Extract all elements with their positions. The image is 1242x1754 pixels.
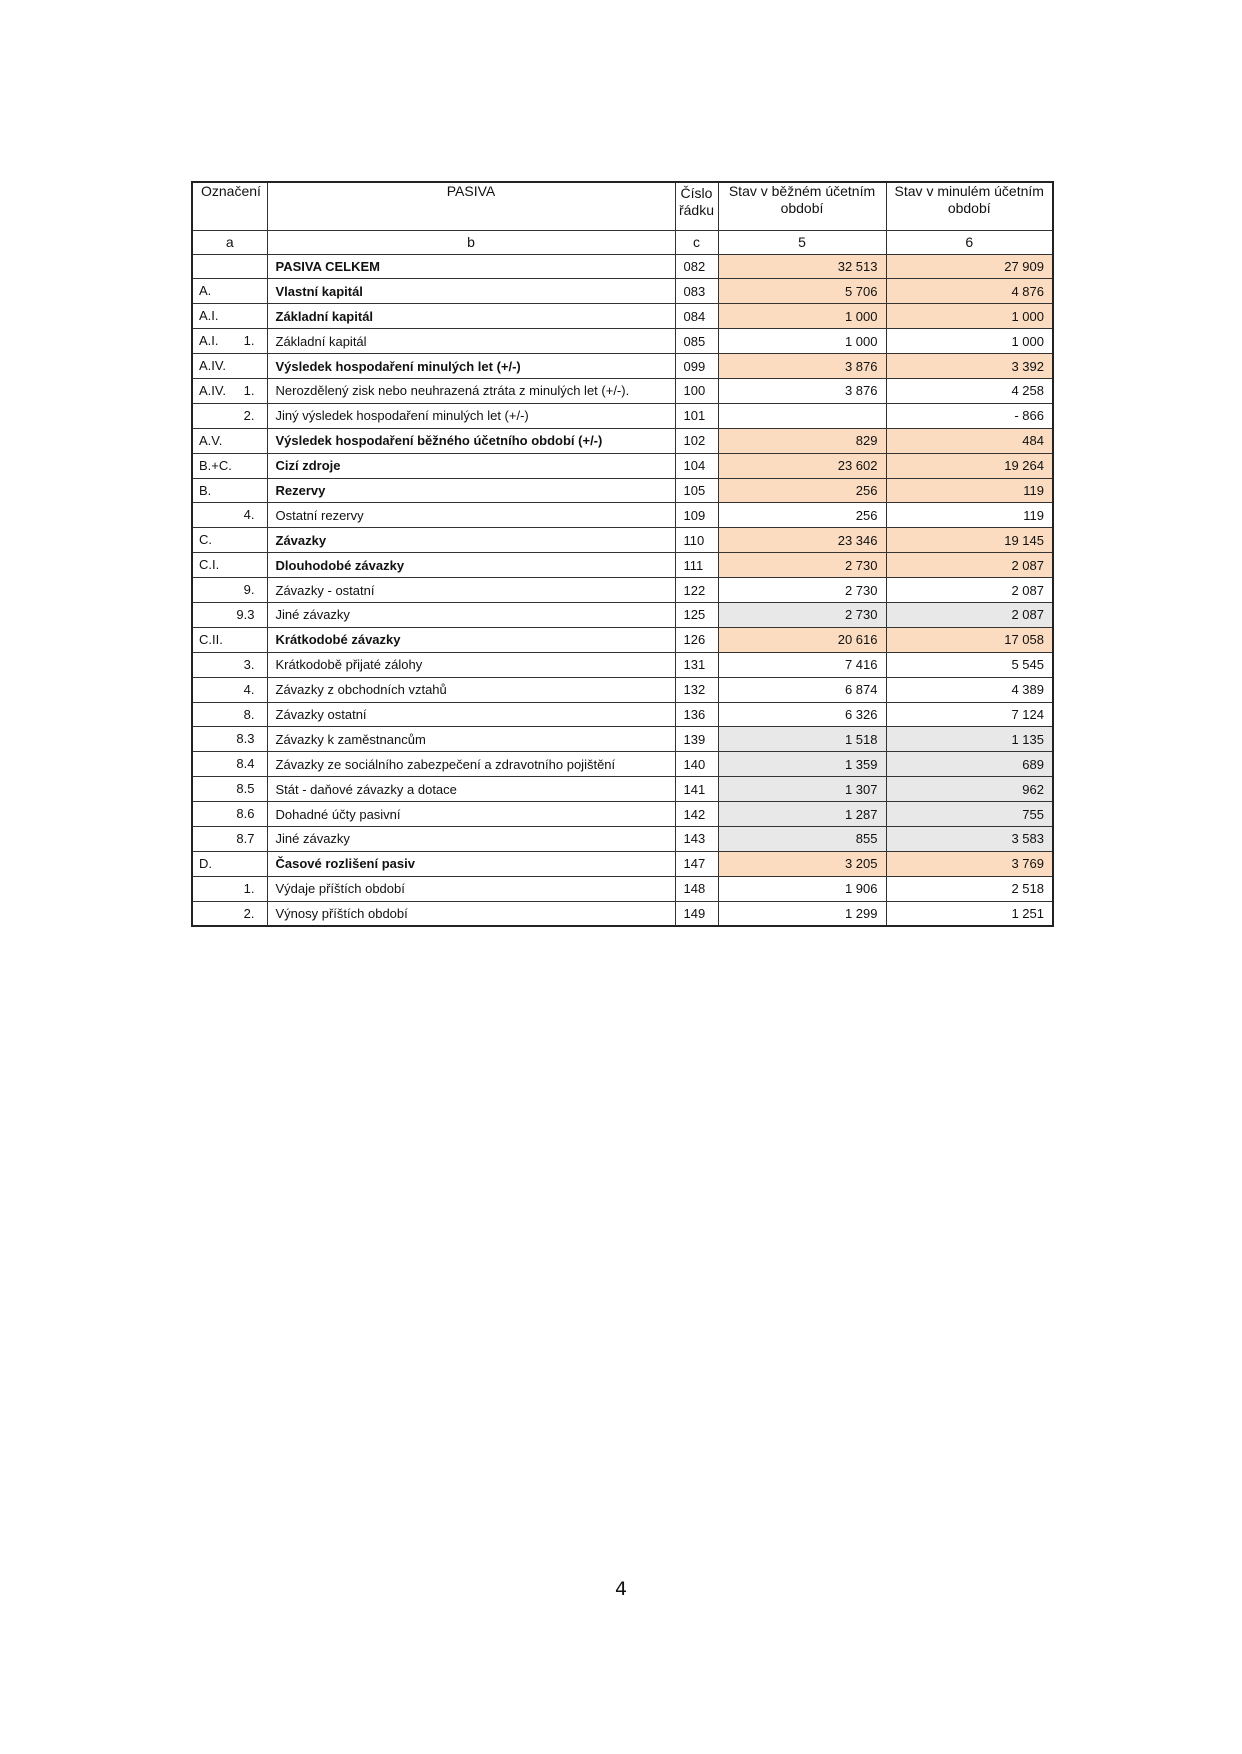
- designation-code: A.IV.: [199, 358, 226, 374]
- row-number: 147: [675, 851, 718, 876]
- table-row: [192, 851, 1053, 876]
- table-row: [192, 802, 1053, 827]
- designation-cell: [192, 901, 267, 926]
- previous-period-value: 3 583: [886, 826, 1053, 851]
- item-name: Výsledek hospodaření minulých let (+/-): [267, 354, 675, 379]
- designation-cell: [192, 354, 267, 379]
- previous-period-value: 3 392: [886, 354, 1053, 379]
- item-name: Závazky: [267, 528, 675, 553]
- item-name: Krátkodobě přijaté zálohy: [267, 652, 675, 677]
- table-row: [192, 627, 1053, 652]
- item-name: Jiné závazky: [267, 826, 675, 851]
- previous-period-value: 1 000: [886, 329, 1053, 354]
- previous-period-value: 1 000: [886, 304, 1053, 329]
- table-row: [192, 378, 1053, 403]
- designation-subcode: 8.5: [236, 781, 255, 797]
- table-row: [192, 677, 1053, 702]
- previous-period-value: 3 769: [886, 851, 1053, 876]
- designation-cell: [192, 851, 267, 876]
- designation-code: A.V.: [199, 432, 223, 448]
- designation-code: A.IV.: [199, 382, 226, 398]
- designation-cell: [192, 503, 267, 528]
- row-number: 100: [675, 378, 718, 403]
- designation-subcode: 1.: [243, 880, 255, 896]
- current-period-value: 1 000: [718, 304, 886, 329]
- current-period-value: 3 876: [718, 378, 886, 403]
- page-number: 4: [614, 1578, 628, 1600]
- current-period-value: 855: [718, 826, 886, 851]
- table-row: [192, 901, 1053, 926]
- designation-cell: [192, 553, 267, 578]
- table-row: [192, 329, 1053, 354]
- table-row: [192, 752, 1053, 777]
- item-name: Rezervy: [267, 478, 675, 503]
- previous-period-value: 1 251: [886, 901, 1053, 926]
- table-row: [192, 528, 1053, 553]
- table-row: [192, 702, 1053, 727]
- item-name: Základní kapitál: [267, 329, 675, 354]
- item-name: Ostatní rezervy: [267, 503, 675, 528]
- row-number: 110: [675, 528, 718, 553]
- designation-subcode: 1.: [243, 382, 255, 398]
- previous-period-value: 7 124: [886, 702, 1053, 727]
- row-number: 140: [675, 752, 718, 777]
- previous-period-value: 2 087: [886, 578, 1053, 603]
- item-name: Výnosy příštích období: [267, 901, 675, 926]
- item-name: Krátkodobé závazky: [267, 627, 675, 652]
- designation-cell: [192, 752, 267, 777]
- designation-cell: [192, 403, 267, 428]
- previous-period-value: 4 389: [886, 677, 1053, 702]
- item-name: Stát - daňové závazky a dotace: [267, 777, 675, 802]
- current-period-value: 1 307: [718, 777, 886, 802]
- current-period-value: 2 730: [718, 602, 886, 627]
- table-row: [192, 578, 1053, 603]
- previous-period-value: 2 518: [886, 876, 1053, 901]
- previous-period-header: Stav v minulém účetním období: [886, 182, 1053, 230]
- previous-period-value: 19 145: [886, 528, 1053, 553]
- designation-cell: [192, 727, 267, 752]
- item-name: Vlastní kapitál: [267, 279, 675, 304]
- item-name: Jiný výsledek hospodaření minulých let (+/-): [267, 403, 675, 428]
- previous-period-value: 689: [886, 752, 1053, 777]
- designation-header: Označení: [192, 182, 267, 230]
- designation-cell: [192, 702, 267, 727]
- designation-cell: [192, 478, 267, 503]
- header-row: [192, 182, 1053, 230]
- designation-subcode: 8.6: [236, 806, 255, 822]
- previous-period-value: 4 876: [886, 279, 1053, 304]
- table-row: [192, 777, 1053, 802]
- table-row: [192, 727, 1053, 752]
- designation-subcode: 2.: [243, 407, 255, 423]
- current-period-value: 1 906: [718, 876, 886, 901]
- previous-period-value: 4 258: [886, 378, 1053, 403]
- current-period-value: 1 000: [718, 329, 886, 354]
- current-period-value: 23 602: [718, 453, 886, 478]
- row-number: 148: [675, 876, 718, 901]
- item-name: Závazky z obchodních vztahů: [267, 677, 675, 702]
- row-number: 109: [675, 503, 718, 528]
- current-period-value: 1 299: [718, 901, 886, 926]
- col-a-label: a: [192, 230, 267, 254]
- row-number: 104: [675, 453, 718, 478]
- designation-code: A.I.: [199, 308, 219, 324]
- row-number: 085: [675, 329, 718, 354]
- designation-subcode: 8.3: [236, 731, 255, 747]
- previous-period-value: 484: [886, 428, 1053, 453]
- item-name: Závazky - ostatní: [267, 578, 675, 603]
- table-row: [192, 602, 1053, 627]
- row-number: 083: [675, 279, 718, 304]
- table-row: [192, 304, 1053, 329]
- designation-cell: [192, 304, 267, 329]
- table-row: [192, 354, 1053, 379]
- table-row: [192, 826, 1053, 851]
- row-number: 126: [675, 627, 718, 652]
- row-number: 082: [675, 254, 718, 279]
- current-period-value: 1 518: [718, 727, 886, 752]
- designation-subcode: 2.: [243, 905, 255, 921]
- col-5-label: 5: [718, 230, 886, 254]
- designation-subcode: 4.: [243, 681, 255, 697]
- row-number: 131: [675, 652, 718, 677]
- liabilities-header: PASIVA: [267, 182, 675, 230]
- previous-period-value: 2 087: [886, 553, 1053, 578]
- table-row: [192, 403, 1053, 428]
- designation-code: C.I.: [199, 557, 220, 573]
- row-number: 132: [675, 677, 718, 702]
- row-number: 142: [675, 802, 718, 827]
- col-6-label: 6: [886, 230, 1053, 254]
- table-row: [192, 453, 1053, 478]
- previous-period-value: 5 545: [886, 652, 1053, 677]
- designation-cell: [192, 528, 267, 553]
- current-period-value: 3 876: [718, 354, 886, 379]
- current-period-value: [718, 403, 886, 428]
- column-letter-row: [192, 230, 1053, 254]
- designation-cell: [192, 802, 267, 827]
- item-name: Dohadné účty pasivní: [267, 802, 675, 827]
- row-number: 136: [675, 702, 718, 727]
- row-number: 125: [675, 602, 718, 627]
- current-period-value: 829: [718, 428, 886, 453]
- current-period-value: 256: [718, 478, 886, 503]
- current-period-value: 6 326: [718, 702, 886, 727]
- row-number: 149: [675, 901, 718, 926]
- item-name: Časové rozlišení pasiv: [267, 851, 675, 876]
- current-period-value: 1 359: [718, 752, 886, 777]
- designation-code: B.+C.: [199, 457, 232, 473]
- previous-period-value: 119: [886, 503, 1053, 528]
- current-period-value: 23 346: [718, 528, 886, 553]
- designation-cell: [192, 627, 267, 652]
- current-period-value: 20 616: [718, 627, 886, 652]
- designation-code: B.: [199, 482, 212, 498]
- designation-cell: [192, 602, 267, 627]
- designation-code: A.: [199, 283, 212, 299]
- row-number: 099: [675, 354, 718, 379]
- table-row: [192, 652, 1053, 677]
- table-row: [192, 279, 1053, 304]
- table-row: [192, 503, 1053, 528]
- designation-subcode: 3.: [243, 656, 255, 672]
- row-number: 141: [675, 777, 718, 802]
- designation-subcode: 9.: [243, 582, 255, 598]
- item-name: Závazky ze sociálního zabezpečení a zdravotního pojištění: [267, 752, 675, 777]
- designation-subcode: 8.4: [236, 756, 255, 772]
- current-period-value: 7 416: [718, 652, 886, 677]
- designation-cell: [192, 329, 267, 354]
- item-name: PASIVA CELKEM: [267, 254, 675, 279]
- current-period-value: 6 874: [718, 677, 886, 702]
- current-period-header: Stav v běžném účetním období: [718, 182, 886, 230]
- row-number: 143: [675, 826, 718, 851]
- current-period-value: 32 513: [718, 254, 886, 279]
- item-name: Základní kapitál: [267, 304, 675, 329]
- designation-cell: [192, 876, 267, 901]
- previous-period-value: 17 058: [886, 627, 1053, 652]
- designation-cell: [192, 378, 267, 403]
- row-number: 102: [675, 428, 718, 453]
- previous-period-value: 119: [886, 478, 1053, 503]
- designation-subcode: 1.: [243, 333, 255, 349]
- table-row: [192, 428, 1053, 453]
- designation-cell: [192, 254, 267, 279]
- current-period-value: 5 706: [718, 279, 886, 304]
- designation-subcode: 9.3: [236, 606, 255, 622]
- current-period-value: 1 287: [718, 802, 886, 827]
- current-period-value: 2 730: [718, 553, 886, 578]
- designation-cell: [192, 279, 267, 304]
- balance-sheet-liabilities-table: [191, 181, 1054, 927]
- item-name: Závazky ostatní: [267, 702, 675, 727]
- designation-code: C.: [199, 532, 212, 548]
- designation-cell: [192, 453, 267, 478]
- item-name: Výdaje příštích období: [267, 876, 675, 901]
- item-name: Nerozdělený zisk nebo neuhrazená ztráta z minulých let (+/-).: [267, 378, 675, 403]
- designation-cell: [192, 652, 267, 677]
- row-number: 122: [675, 578, 718, 603]
- table-row: [192, 254, 1053, 279]
- item-name: Dlouhodobé závazky: [267, 553, 675, 578]
- item-name: Cizí zdroje: [267, 453, 675, 478]
- row-number-header: Číslo řádku: [675, 182, 718, 230]
- designation-subcode: 4.: [243, 507, 255, 523]
- item-name: Jiné závazky: [267, 602, 675, 627]
- item-name: Výsledek hospodaření běžného účetního období (+/-): [267, 428, 675, 453]
- designation-cell: [192, 777, 267, 802]
- table-row: [192, 876, 1053, 901]
- designation-cell: [192, 826, 267, 851]
- designation-subcode: 8.7: [236, 830, 255, 846]
- designation-cell: [192, 578, 267, 603]
- row-number: 101: [675, 403, 718, 428]
- previous-period-value: 19 264: [886, 453, 1053, 478]
- col-b-label: b: [267, 230, 675, 254]
- row-number: 105: [675, 478, 718, 503]
- previous-period-value: 2 087: [886, 602, 1053, 627]
- table-body: [192, 254, 1053, 926]
- table-row: [192, 553, 1053, 578]
- previous-period-value: 962: [886, 777, 1053, 802]
- previous-period-value: - 866: [886, 403, 1053, 428]
- previous-period-value: 755: [886, 802, 1053, 827]
- row-number: 084: [675, 304, 718, 329]
- designation-cell: [192, 428, 267, 453]
- previous-period-value: 1 135: [886, 727, 1053, 752]
- current-period-value: 256: [718, 503, 886, 528]
- designation-subcode: 8.: [243, 706, 255, 722]
- designation-code: D.: [199, 855, 212, 871]
- row-number: 139: [675, 727, 718, 752]
- designation-code: A.I.: [199, 333, 219, 349]
- designation-code: C.II.: [199, 631, 223, 647]
- table-row: [192, 478, 1053, 503]
- col-c-label: c: [675, 230, 718, 254]
- row-number: 111: [675, 553, 718, 578]
- current-period-value: 3 205: [718, 851, 886, 876]
- current-period-value: 2 730: [718, 578, 886, 603]
- item-name: Závazky k zaměstnancům: [267, 727, 675, 752]
- previous-period-value: 27 909: [886, 254, 1053, 279]
- designation-cell: [192, 677, 267, 702]
